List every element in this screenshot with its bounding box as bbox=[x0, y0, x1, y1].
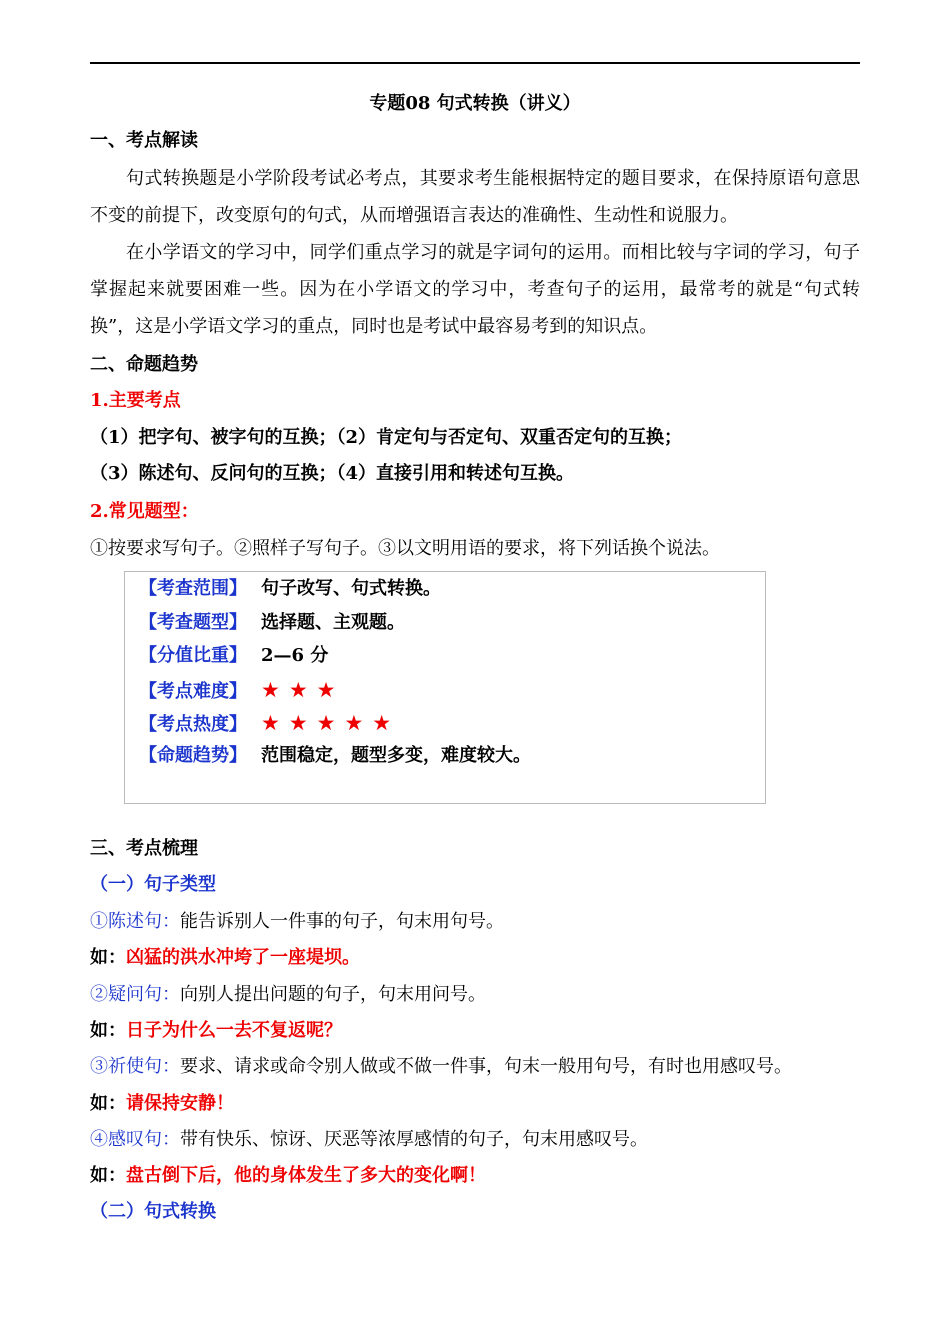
subsection-sentence-transformation: （二）句式转换 bbox=[90, 1201, 216, 1222]
info-label: 【考点热度】 bbox=[139, 714, 247, 735]
section-heading-analysis: 一、考点解读 bbox=[90, 130, 198, 151]
main-points-heading: 1.主要考点 bbox=[90, 390, 181, 411]
info-value: 选择题、主观题。 bbox=[261, 612, 405, 633]
info-value: 句子改写、句式转换。 bbox=[261, 578, 441, 599]
sentence-type-desc: 向别人提出问题的句子，句末用问号。 bbox=[180, 984, 486, 1005]
analysis-paragraph-2: 在小学语文的学习中，同学们重点学习的就是字词句的运用。而相比较与字词的学习，句子掌握起来就要困难一些。因为在小学语文的学习中，考查句子的运用，最常考的就是“句式转换”，这是小学语文学习的重点，同时也是考试中最容易考到的知识点。 bbox=[90, 242, 860, 337]
info-label: 【分值比重】 bbox=[139, 645, 247, 666]
sentence-type-desc: 能告诉别人一件事的句子，句末用句号。 bbox=[180, 911, 504, 932]
example-text: 盘古倒下后，他的身体发生了多大的变化啊！ bbox=[126, 1165, 486, 1186]
example-prefix: 如： bbox=[90, 1165, 126, 1186]
sentence-type-term: ①陈述句： bbox=[90, 911, 180, 932]
section-heading-trend: 二、命题趋势 bbox=[90, 354, 198, 375]
sentence-type-imperative bbox=[90, 1055, 792, 1079]
info-value: 范围稳定，题型多变，难度较大。 bbox=[261, 745, 531, 766]
example-declarative bbox=[90, 946, 360, 970]
example-text: 凶猛的洪水冲垮了一座堤坝。 bbox=[126, 947, 360, 968]
info-label: 【考查题型】 bbox=[139, 612, 247, 633]
analysis-paragraph-1: 句式转换题是小学阶段考试必考点，其要求考生能根据特定的题目要求，在保持原语句意思不变的前提下，改变原句的句式，从而增强语言表达的准确性、生动性和说服力。 bbox=[90, 168, 860, 226]
info-row-scope bbox=[139, 577, 441, 601]
subsection-sentence-types: （一）句子类型 bbox=[90, 874, 216, 895]
sentence-type-declarative bbox=[90, 910, 504, 934]
info-label: 【命题趋势】 bbox=[139, 745, 247, 766]
example-text: 请保持安静！ bbox=[126, 1093, 234, 1114]
example-interrogative bbox=[90, 1019, 342, 1043]
sentence-type-desc: 带有快乐、惊讶、厌恶等浓厚感情的句子，句末用感叹号。 bbox=[180, 1129, 648, 1150]
example-prefix: 如： bbox=[90, 947, 126, 968]
main-points-line-1: （1）把字句、被字句的互换；（2）肯定句与否定句、双重否定句的互换； bbox=[90, 427, 683, 448]
section-heading-review: 三、考点梳理 bbox=[90, 838, 198, 859]
example-prefix: 如： bbox=[90, 1093, 126, 1114]
info-value: 2—6 分 bbox=[261, 645, 329, 666]
question-types-line: ①按要求写句子。②照样子写句子。③以文明用语的要求，将下列话换个说法。 bbox=[90, 538, 720, 559]
info-row-question-type bbox=[139, 611, 405, 635]
sentence-type-term: ④感叹句： bbox=[90, 1129, 180, 1150]
sentence-type-interrogative bbox=[90, 983, 486, 1007]
sentence-type-term: ②疑问句： bbox=[90, 984, 180, 1005]
exam-info-box bbox=[124, 571, 766, 804]
header-rule bbox=[90, 62, 860, 64]
document-title: 专题08 句式转换（讲义） bbox=[369, 93, 581, 114]
info-row-score bbox=[139, 644, 328, 668]
info-row-difficulty bbox=[139, 678, 344, 704]
example-text: 日子为什么一去不复返呢？ bbox=[126, 1020, 342, 1041]
info-label: 【考查范围】 bbox=[139, 578, 247, 599]
info-row-heat bbox=[139, 711, 400, 737]
heat-star-rating: ★★★★★ bbox=[261, 711, 401, 735]
sentence-type-desc: 要求、请求或命令别人做或不做一件事，句末一般用句号，有时也用感叹号。 bbox=[180, 1056, 792, 1077]
sentence-type-term: ③祈使句： bbox=[90, 1056, 180, 1077]
info-label: 【考点难度】 bbox=[139, 681, 247, 702]
main-points-line-2: （3）陈述句、反问句的互换；（4）直接引用和转述句互换。 bbox=[90, 463, 575, 484]
example-exclamatory bbox=[90, 1164, 486, 1188]
sentence-type-exclamatory bbox=[90, 1128, 648, 1152]
question-types-heading: 2.常见题型： bbox=[90, 501, 199, 522]
difficulty-star-rating: ★★★ bbox=[261, 678, 345, 702]
example-prefix: 如： bbox=[90, 1020, 126, 1041]
example-imperative bbox=[90, 1092, 234, 1116]
info-row-trend bbox=[139, 744, 531, 768]
